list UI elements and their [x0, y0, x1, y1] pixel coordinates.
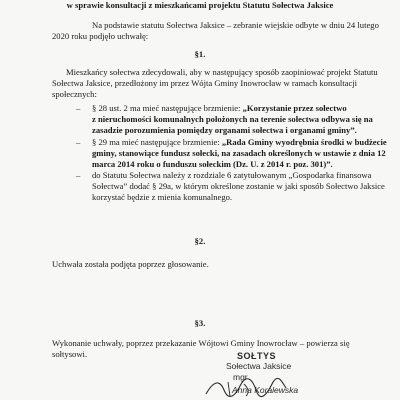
- handwritten-signature: [200, 376, 290, 400]
- stamp-line-2: mgr: [233, 372, 248, 382]
- section-2-para: Uchwała została podjęta poprzez głosowanie.: [52, 259, 209, 269]
- item-2-bold-line-2: marca 2014 roku o funduszu sołeckim (Dz. U. z 2014 r. poz. 301)”.: [92, 159, 333, 169]
- item-3-line-2: Sołectwa” dodać § 29a, w którym określone zostanie w jaki sposób Sołectwo Jaksice: [92, 181, 385, 191]
- list-dash: –: [76, 137, 81, 147]
- section-3-para-line-1: Wykonanie uchwały, poprzez przekazanie Wójtowi Gminy Inowrocław – powierza się: [52, 338, 350, 348]
- section-1-para-line-2: Sołectwa Jaksice, przedłożony im przez Wójta Gminy Inowrocław w ramach konsultacji: [52, 78, 358, 88]
- section-3-para-line-2: sołtysowi.: [52, 349, 88, 359]
- section-2-heading: §2.: [194, 236, 206, 246]
- section-1-heading: §1.: [194, 49, 206, 59]
- item-3-line-1: do Statutu Sołectwa należy z rozdziale 6 zatytułowanym „Gospodarka finansowa: [92, 170, 372, 180]
- item-1-bold-line-1: z nieruchomości komunalnych położonych na terenie sołectwa odbywa się na: [92, 114, 373, 124]
- item-1-bold-line-2: zasadzie porozumienia pomiędzy organami sołectwa i organami gminy”.: [92, 125, 357, 135]
- item-2-lead: § 29 ma mieć następujące brzmienie: „Rada Gminy wyodrębnia środki w budżecie: [92, 137, 387, 147]
- stamp-line-1: Sołectwa Jaksice: [226, 361, 292, 371]
- stamp-signature-name: Anna Koralewska: [232, 385, 299, 395]
- resolution-subject-line: w sprawie konsultacji z mieszkańcami projektu Statutu Sołectwa Jaksice: [66, 0, 334, 10]
- intro-line-1: Na podstawie statutu Sołectwa Jaksice – zebranie wiejskie odbyte w dniu 24 lutego: [92, 20, 379, 30]
- stamp-title: SOŁTYS: [237, 351, 277, 361]
- item-1-bold-first: „Korzystanie przez sołectwo: [242, 103, 347, 113]
- item-2-bold-first: „Rada Gminy wyodrębnia środki w budżecie: [221, 137, 387, 147]
- section-3-heading: §3.: [194, 318, 206, 328]
- item-2-bold-line-1: gminy, stanowiące fundusz sołecki, na zasadach określonych w ustawie z dnia 12: [92, 148, 386, 158]
- item-3-line-3: korzystać będzie z mienia komunalnego.: [92, 192, 233, 202]
- section-1-para-line-3: społecznych:: [52, 89, 97, 99]
- item-1-lead: § 28 ust. 2 ma mieć następujące brzmienie: „Korzystanie przez sołectwo: [92, 103, 347, 113]
- intro-line-2: 2020 roku podjęło uchwałę:: [52, 31, 149, 41]
- list-dash: –: [76, 103, 81, 113]
- list-dash: –: [76, 170, 81, 180]
- section-1-para-line-1: Mieszkańcy sołectwa zdecydowali, aby w następujący sposób zaopiniować projekt Statutu: [66, 67, 378, 77]
